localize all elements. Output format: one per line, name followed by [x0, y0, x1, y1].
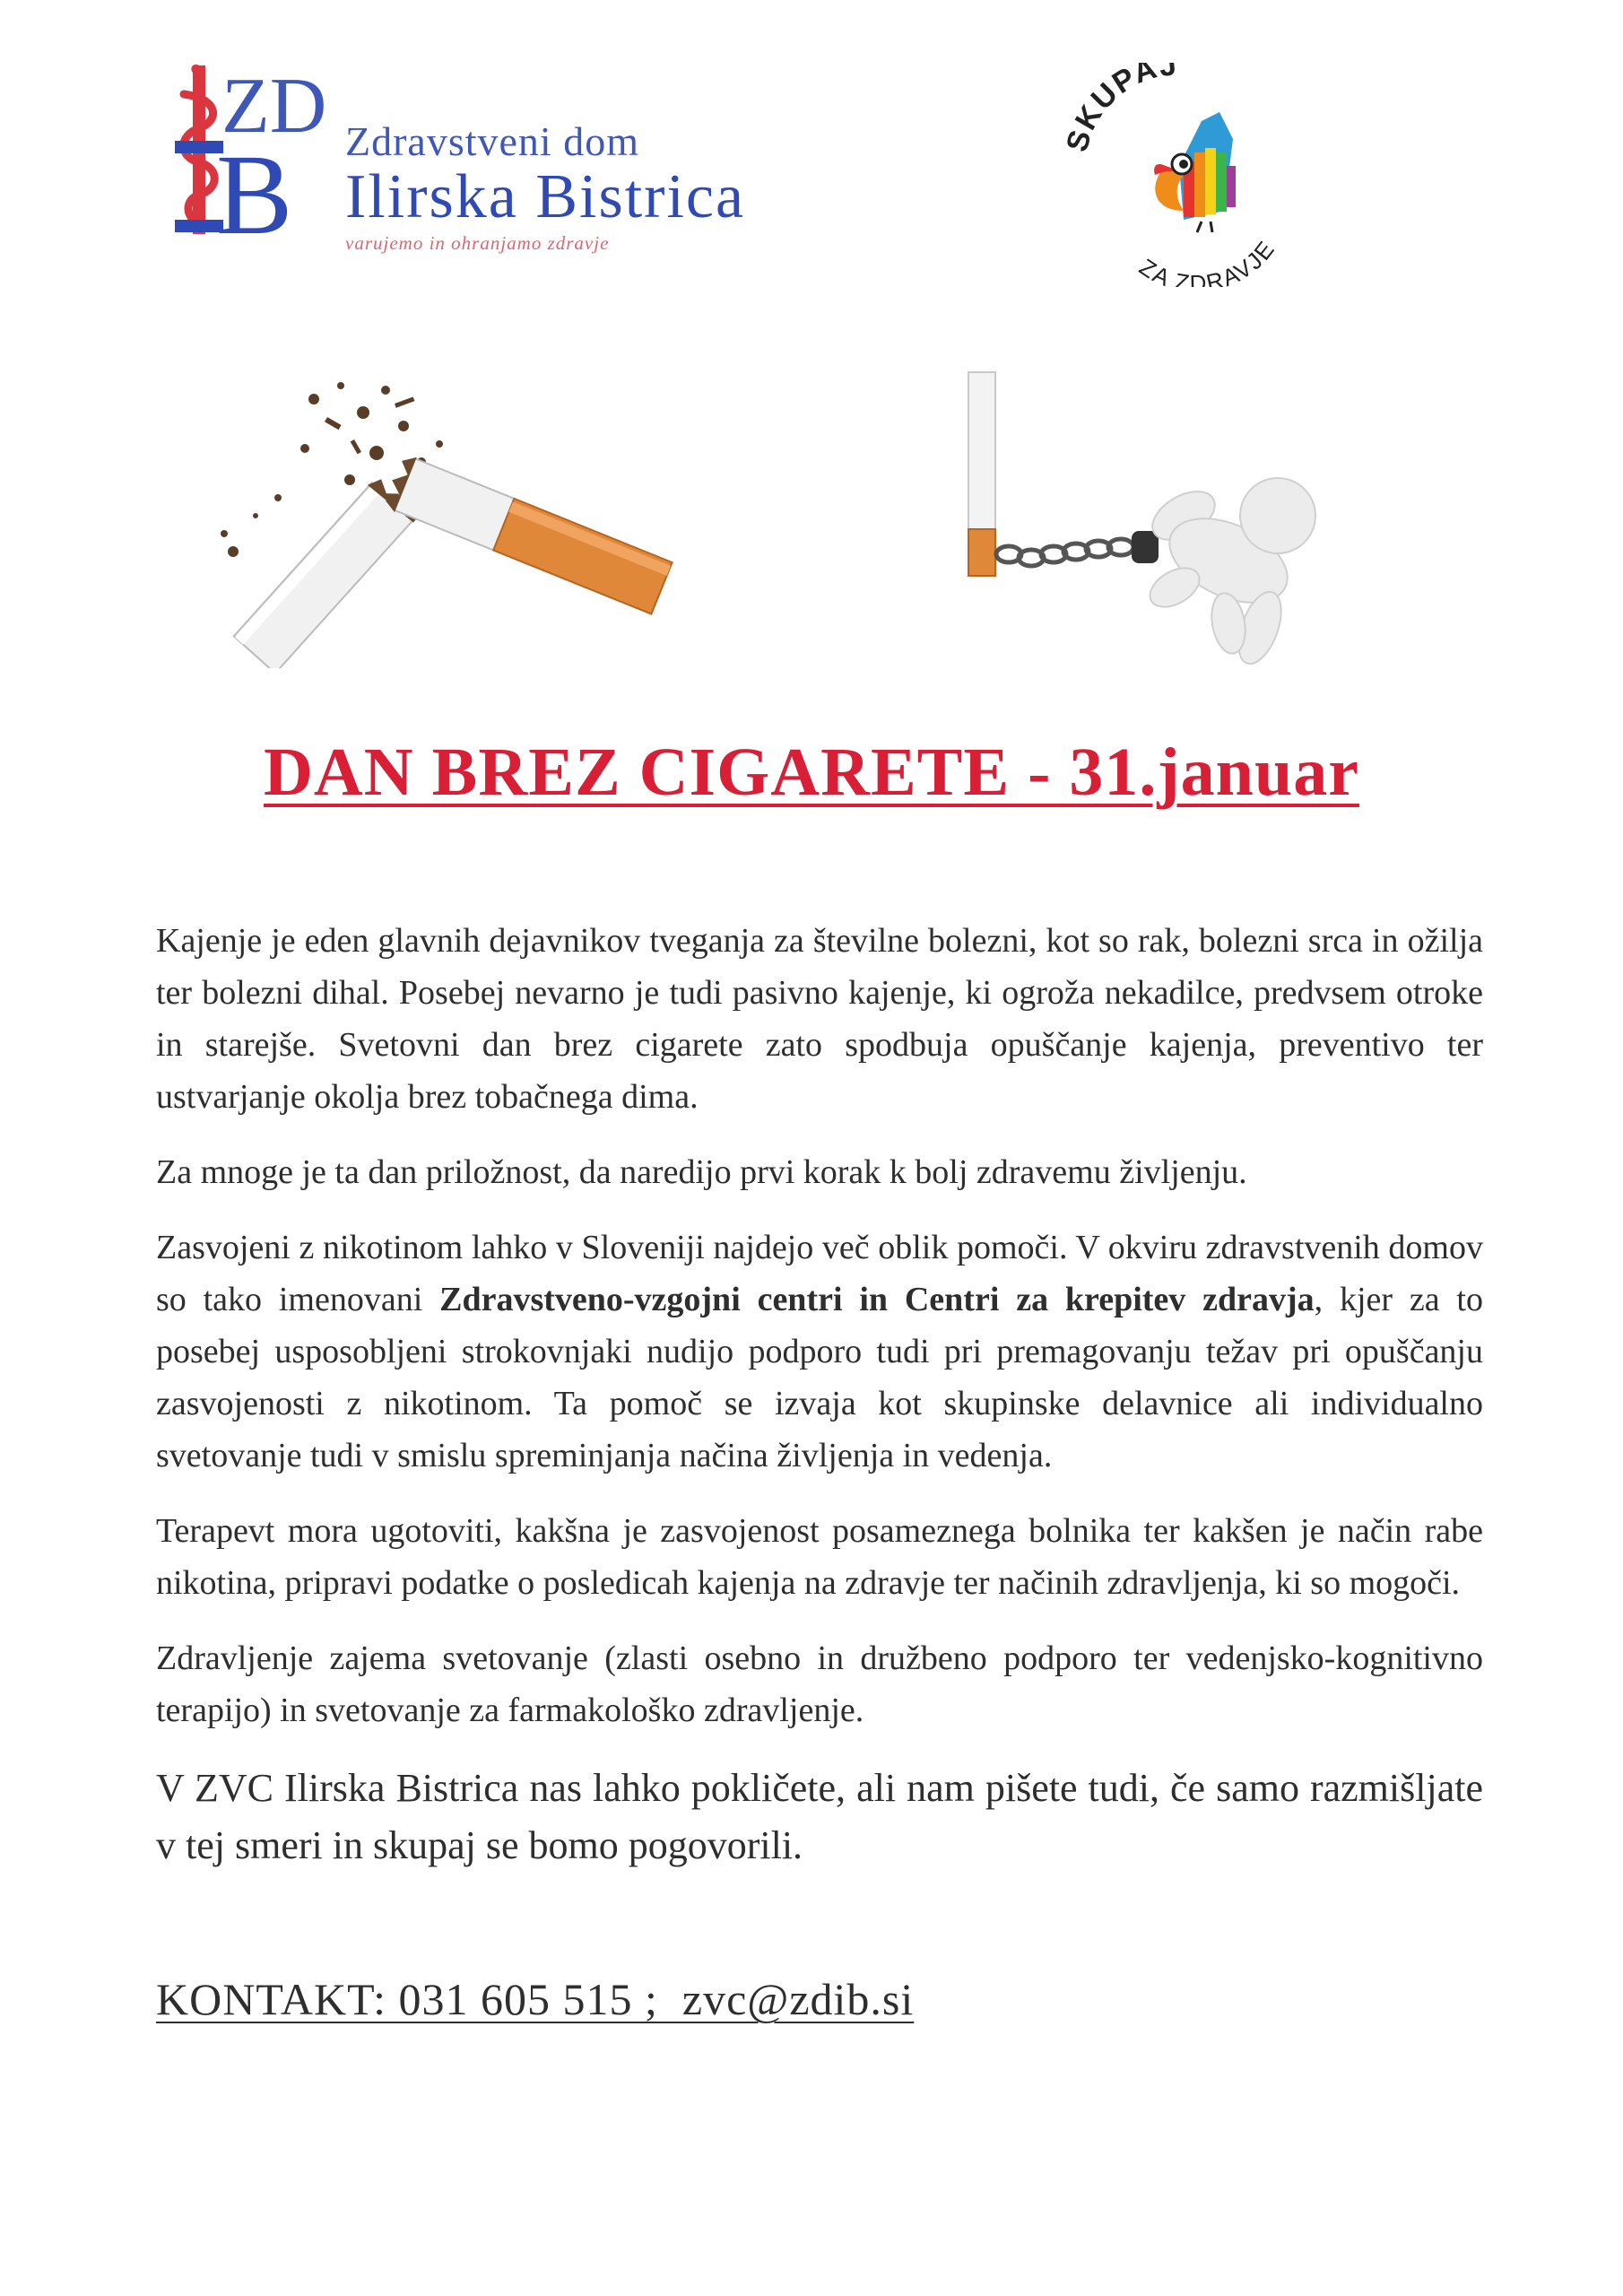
organization-tagline: varujemo in ohranjamo zdravje: [345, 231, 610, 254]
article-body: [156, 915, 1483, 1898]
svg-text:ZA ZDRAVJE: [1134, 235, 1280, 287]
skupaj-za-zdravje-badge: [1063, 63, 1314, 287]
chained-figure-illustration: [933, 359, 1327, 691]
paragraph-6: V ZVC Ilirska Bistrica nas lahko pokličete, ali nam pišete tudi, če samo razmišljate v tej smeri in skupaj se bomo pogovorili.: [156, 1766, 1483, 1867]
zdib-caduceus-icon: [166, 58, 345, 238]
broken-cigarette-illustration: [170, 363, 726, 668]
paragraph-3: [156, 1222, 1483, 1482]
paragraph-3-highlight: Zdravstveno-vzgojni centri in Centri za krepitev zdravja: [439, 1281, 1315, 1318]
paragraph-3-part2: , kjer za to posebej usposobljeni strokovnjaki nudijo podporo tudi pri premagovanju težav pri opuščanju zasvojenosti z nikotinom. Ta pomoč se izvaja kot skupinske delavnice ali individualno svetovanje tudi v smislu spreminjanja načina življenja in vedenja.: [156, 1281, 1483, 1474]
organization-name-line2: Ilirska Bistrica: [345, 162, 746, 231]
toucan-bird-icon: [1063, 63, 1314, 287]
badge-text-top: SKUPAJ: [1063, 63, 1180, 156]
organization-logo: [166, 58, 794, 254]
paragraph-5: Zdravljenje zajema svetovanje (zlasti osebno in družbeno podporo ter vedenjsko-kognitivno terapijo) in svetovanje za farmakološko zdravljenje.: [156, 1639, 1483, 1729]
logo-letters-zd: ZD: [221, 63, 327, 150]
organization-name: [345, 118, 746, 254]
paragraph-4: Terapevt mora ugotoviti, kakšna je zasvojenost posameznega bolnika ter kakšen je način rabe nikotina, pripravi podatke o posledicah kajenja na zdravje ter načinih zdravljenja, ki so mogoči.: [156, 1512, 1483, 1602]
svg-text:SKUPAJ: [1063, 63, 1180, 155]
contact-line[interactable]: KONTAKT: 031 605 515 ; zvc@zdib.si: [156, 1974, 915, 2024]
page-title: DAN BREZ CIGARETE - 31.januar: [264, 735, 1359, 810]
logo-letter-b: B: [216, 131, 293, 238]
organization-name-line1: Zdravstveni dom: [345, 118, 639, 164]
paragraph-3-part1: Zasvojeni z nikotinom lahko v Sloveniji najdejo več oblik pomoči. V okviru zdravstvenih domov so tako imenovani: [156, 1229, 1483, 1318]
paragraph-1: Kajenje je eden glavnih dejavnikov tveganja za številne bolezni, kot so rak, bolezni srca in ožilja ter bolezni dihal. Posebej nevarno je tudi pasivno kajenje, ki ogroža nekadilce, predvsem otroke in starejše. Svetovni dan brez cigarete zato spodbuja opuščanje kajenja, preventivo ter ustvarjanje okolja brez tobačnega dima.: [156, 922, 1483, 1116]
broken-cigarette-icon: [170, 363, 726, 668]
chained-figure-cigarette-icon: [933, 359, 1327, 691]
paragraph-2: Za mnoge je ta dan priložnost, da naredijo prvi korak k bolj zdravemu življenju.: [156, 1153, 1247, 1191]
badge-text-bottom: ZA ZDRAVJE: [1134, 234, 1280, 287]
